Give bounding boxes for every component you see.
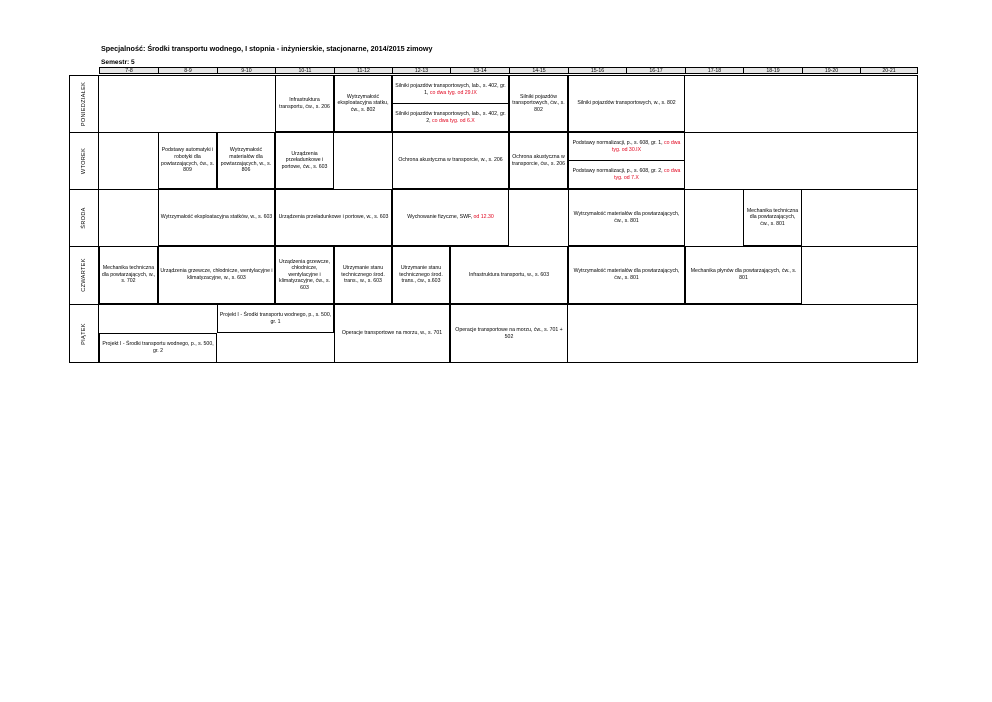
hour-header: 11-12 — [334, 67, 392, 74]
page-title: Specjalność: Środki transportu wodnego, I stopnia - inżynierskie, stacjonarne, 2014/2015 zimowy — [101, 44, 433, 53]
class-block[interactable]: Podstawy normalizacji, p., s. 608, gr. 2, co dwa tyg. od 7.X — [568, 160, 685, 189]
class-block[interactable]: Silniki pojazdów transportowych, lab., s. 402, gr. 1, co dwa tyg. od 29.IX — [392, 75, 509, 104]
class-block[interactable]: Projekt I - Środki transportu wodnego, p., s. 500, gr. 2 — [99, 333, 217, 363]
class-block[interactable]: Urządzenia przeładunkowe i portowe, w., s. 603 — [275, 189, 392, 246]
semester-label: Semestr: 5 — [101, 59, 135, 66]
class-block[interactable]: Wytrzymałość materiałów dla powtarzających, w., s. 806 — [217, 132, 275, 189]
class-block[interactable]: Infrastruktura transportu, w., s. 603 — [450, 246, 568, 304]
class-block[interactable]: Mechanika techniczna dla powtarzających, w., s. 702 — [99, 246, 158, 304]
day-label-friday: PIĄTEK — [69, 304, 99, 363]
class-block[interactable]: Wytrzymałość eksploatacyjna statku, ćw., s. 802 — [334, 75, 392, 132]
hour-header: 12-13 — [392, 67, 450, 74]
class-block[interactable]: Mechanika techniczna dla powtarzających, ćw., s. 801 — [743, 189, 802, 246]
day-label-monday: PONIEDZIAŁEK — [69, 75, 99, 132]
class-block[interactable]: Operacje transportowe na morzu, w., s. 701 — [334, 304, 450, 363]
hour-header: 14-15 — [509, 67, 568, 74]
class-block[interactable]: Silniki pojazdów transportowych, lab., s. 402, gr. 2, co dwa tyg. od 6.X — [392, 103, 509, 132]
day-label-tuesday: WTOREK — [69, 132, 99, 189]
class-block[interactable]: Operacje transportowe na morzu, ćw., s. 701 + 502 — [450, 304, 568, 363]
hour-header: 18-19 — [743, 67, 802, 74]
class-block[interactable]: Podstawy normalizacji, p., s. 608, gr. 1, co dwa tyg. od 30.IX — [568, 132, 685, 161]
class-block[interactable]: Ochrona akustyczna w transporcie, ćw., s. 206 — [509, 132, 568, 189]
class-block[interactable]: Infrastruktura transportu, ćw., s. 206 — [275, 75, 334, 132]
day-label-thursday: CZWARTEK — [69, 246, 99, 304]
class-block[interactable]: Wytrzymałość materiałów dla powtarzających, ćw., s. 801 — [568, 189, 685, 246]
class-block[interactable]: Utrzymanie stanu technicznego środ. trans., w., s. 603 — [334, 246, 392, 304]
hour-header: 15-16 — [568, 67, 626, 74]
class-block[interactable]: Wytrzymałość eksploatacyjna statków, w., s. 603 — [158, 189, 275, 246]
hour-header: 9-10 — [217, 67, 275, 74]
class-block[interactable]: Urządzenia grzewcze, chłodnicze, wentylacyjne i klimatyzacyjne, ćw., s. 603 — [275, 246, 334, 304]
class-block[interactable]: Mechanika płynów dla powtarzających, ćw., s. 801 — [685, 246, 802, 304]
class-block[interactable]: Urządzenia przeładunkowe i portowe, ćw., s. 603 — [275, 132, 334, 189]
class-block[interactable]: Silniki pojazdów transportowych, w., s. 802 — [568, 75, 685, 132]
class-block[interactable]: Podstawy automatyki i robotyki dla powtarzających, ćw., s. 809 — [158, 132, 217, 189]
class-block[interactable]: Urządzenia grzewcze, chłodnicze, wentylacyjne i klimatyzacyjne, w., s. 603 — [158, 246, 275, 304]
class-block[interactable]: Projekt I - Środki transportu wodnego, p., s. 500, gr. 1 — [217, 304, 334, 333]
hour-header: 19-20 — [802, 67, 860, 74]
class-block[interactable]: Silniki pojazdów transportowych, ćw., s. 802 — [509, 75, 568, 132]
hour-header: 8-9 — [158, 67, 217, 74]
hour-header: 13-14 — [450, 67, 509, 74]
hour-header: 16-17 — [626, 67, 685, 74]
hour-header: 17-18 — [685, 67, 743, 74]
class-block[interactable]: Utrzymanie stanu technicznego środ. trans., ćw., s.603 — [392, 246, 450, 304]
hour-header: 20-21 — [860, 67, 918, 74]
class-block[interactable]: Wytrzymałość materiałów dla powtarzających, ćw., s. 801 — [568, 246, 685, 304]
class-block[interactable]: Wychowanie fizyczne, SWF, od 12.30 — [392, 189, 509, 246]
hour-header: 10-11 — [275, 67, 334, 74]
day-label-wednesday: ŚRODA — [69, 189, 99, 246]
hour-header: 7-8 — [99, 67, 158, 74]
class-block[interactable]: Ochrona akustyczna w transporcie, w., s. 206 — [392, 132, 509, 189]
